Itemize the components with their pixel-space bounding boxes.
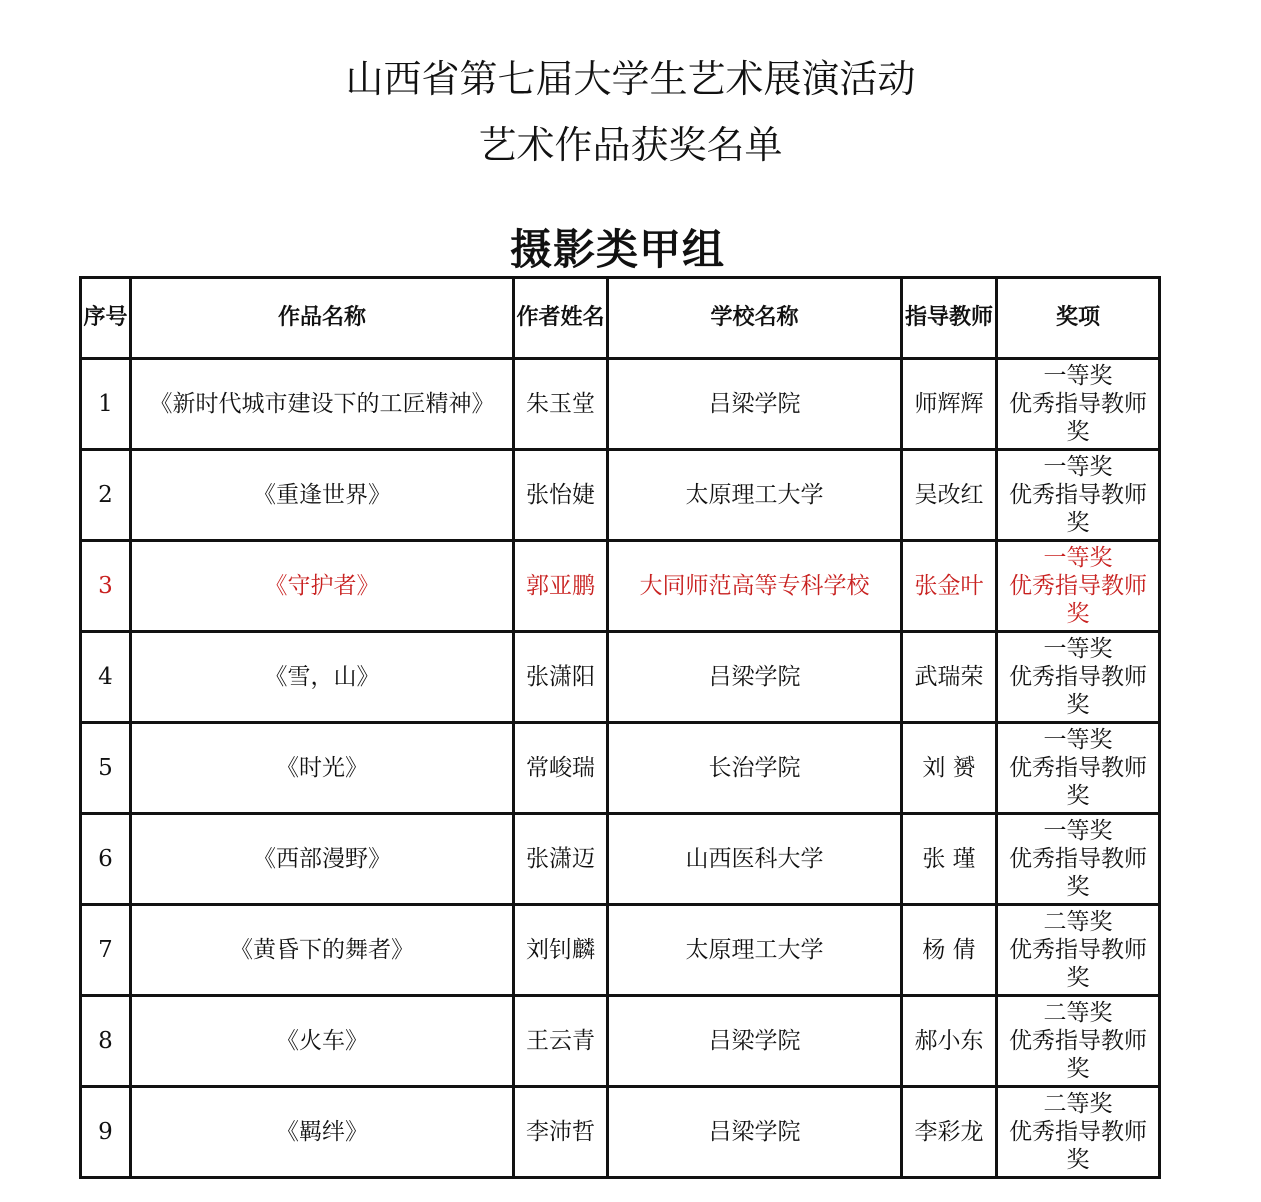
award-level: 一等奖	[1043, 454, 1113, 480]
teacher-award: 奖	[1066, 1147, 1090, 1173]
teacher-award: 奖	[1066, 510, 1090, 536]
teacher-award: 优秀指导教师	[1009, 664, 1147, 690]
school-name: 吕梁学院	[608, 1087, 902, 1178]
work-title: 《重逢世界》	[131, 450, 514, 541]
teacher-name: 武瑞荣	[902, 632, 997, 723]
table-row	[81, 905, 1160, 996]
teacher-name: 师辉辉	[902, 359, 997, 450]
row-number: 8	[81, 996, 131, 1087]
header-index: 序号	[81, 278, 131, 359]
work-title: 《火车》	[131, 996, 514, 1087]
awards-table	[79, 276, 1161, 1179]
teacher-award: 奖	[1066, 783, 1090, 809]
author-name: 张潇迈	[514, 814, 608, 905]
teacher-name: 李彩龙	[902, 1087, 997, 1178]
row-number: 9	[81, 1087, 131, 1178]
work-title: 《雪，山》	[131, 632, 514, 723]
school-name: 山西医科大学	[608, 814, 902, 905]
row-number: 1	[81, 359, 131, 450]
section-title: 摄影类甲组	[510, 225, 726, 274]
teacher-award: 优秀指导教师	[1009, 1119, 1147, 1145]
teacher-name: 刘 赟	[902, 723, 997, 814]
school-name: 太原理工大学	[608, 905, 902, 996]
table-row	[81, 996, 1160, 1087]
teacher-award: 优秀指导教师	[1009, 391, 1147, 417]
row-number: 5	[81, 723, 131, 814]
teacher-name: 张 瑾	[902, 814, 997, 905]
row-number: 7	[81, 905, 131, 996]
work-title: 《羁绊》	[131, 1087, 514, 1178]
work-title: 《新时代城市建设下的工匠精神》	[131, 359, 514, 450]
school-name: 吕梁学院	[608, 632, 902, 723]
teacher-award: 优秀指导教师	[1009, 937, 1147, 963]
teacher-award: 奖	[1066, 601, 1090, 627]
header-work: 作品名称	[131, 278, 514, 359]
table-row	[81, 359, 1160, 450]
author-name: 郭亚鹏	[514, 541, 608, 632]
school-name: 吕梁学院	[608, 359, 902, 450]
author-name: 王云青	[514, 996, 608, 1087]
teacher-award: 奖	[1066, 692, 1090, 718]
header-school: 学校名称	[608, 278, 902, 359]
teacher-name: 吴改红	[902, 450, 997, 541]
teacher-award: 奖	[1066, 419, 1090, 445]
header-author: 作者姓名	[514, 278, 608, 359]
document-title-line-2: 艺术作品获奖名单	[478, 123, 783, 167]
teacher-name: 杨 倩	[902, 905, 997, 996]
table-header-row	[81, 278, 1160, 359]
school-name: 长治学院	[608, 723, 902, 814]
table-row	[81, 632, 1160, 723]
award-cell	[997, 814, 1160, 905]
teacher-name: 郝小东	[902, 996, 997, 1087]
work-title: 《黄昏下的舞者》	[131, 905, 514, 996]
author-name: 张怡婕	[514, 450, 608, 541]
teacher-award: 优秀指导教师	[1009, 482, 1147, 508]
award-cell	[997, 359, 1160, 450]
author-name: 李沛哲	[514, 1087, 608, 1178]
teacher-name: 张金叶	[902, 541, 997, 632]
row-number: 2	[81, 450, 131, 541]
school-name: 吕梁学院	[608, 996, 902, 1087]
award-cell	[997, 905, 1160, 996]
author-name: 常峻瑞	[514, 723, 608, 814]
row-number: 3	[81, 541, 131, 632]
table-row	[81, 723, 1160, 814]
teacher-award: 优秀指导教师	[1009, 573, 1147, 599]
award-level: 一等奖	[1043, 727, 1113, 753]
award-level: 一等奖	[1043, 818, 1113, 844]
award-level: 二等奖	[1043, 1091, 1113, 1117]
award-cell	[997, 996, 1160, 1087]
work-title: 《守护者》	[131, 541, 514, 632]
table-row	[81, 1087, 1160, 1178]
work-title: 《西部漫野》	[131, 814, 514, 905]
row-number: 6	[81, 814, 131, 905]
teacher-award: 奖	[1066, 1056, 1090, 1082]
award-level: 一等奖	[1043, 363, 1113, 389]
school-name: 太原理工大学	[608, 450, 902, 541]
teacher-award: 奖	[1066, 874, 1090, 900]
author-name: 朱玉堂	[514, 359, 608, 450]
award-cell	[997, 632, 1160, 723]
row-number: 4	[81, 632, 131, 723]
award-cell	[997, 1087, 1160, 1178]
table-row	[81, 814, 1160, 905]
author-name: 刘钊麟	[514, 905, 608, 996]
document-title-line-1: 山西省第七届大学生艺术展演活动	[345, 57, 916, 101]
award-cell	[997, 541, 1160, 632]
award-level: 一等奖	[1043, 545, 1113, 571]
award-cell	[997, 450, 1160, 541]
teacher-award: 奖	[1066, 965, 1090, 991]
table-row	[81, 541, 1160, 632]
teacher-award: 优秀指导教师	[1009, 846, 1147, 872]
teacher-award: 优秀指导教师	[1009, 1028, 1147, 1054]
header-teacher: 指导教师	[902, 278, 997, 359]
teacher-award: 优秀指导教师	[1009, 755, 1147, 781]
award-level: 二等奖	[1043, 1000, 1113, 1026]
award-level: 二等奖	[1043, 909, 1113, 935]
award-level: 一等奖	[1043, 636, 1113, 662]
work-title: 《时光》	[131, 723, 514, 814]
author-name: 张潇阳	[514, 632, 608, 723]
school-name: 大同师范高等专科学校	[608, 541, 902, 632]
award-cell	[997, 723, 1160, 814]
header-award: 奖项	[997, 278, 1160, 359]
table-row	[81, 450, 1160, 541]
